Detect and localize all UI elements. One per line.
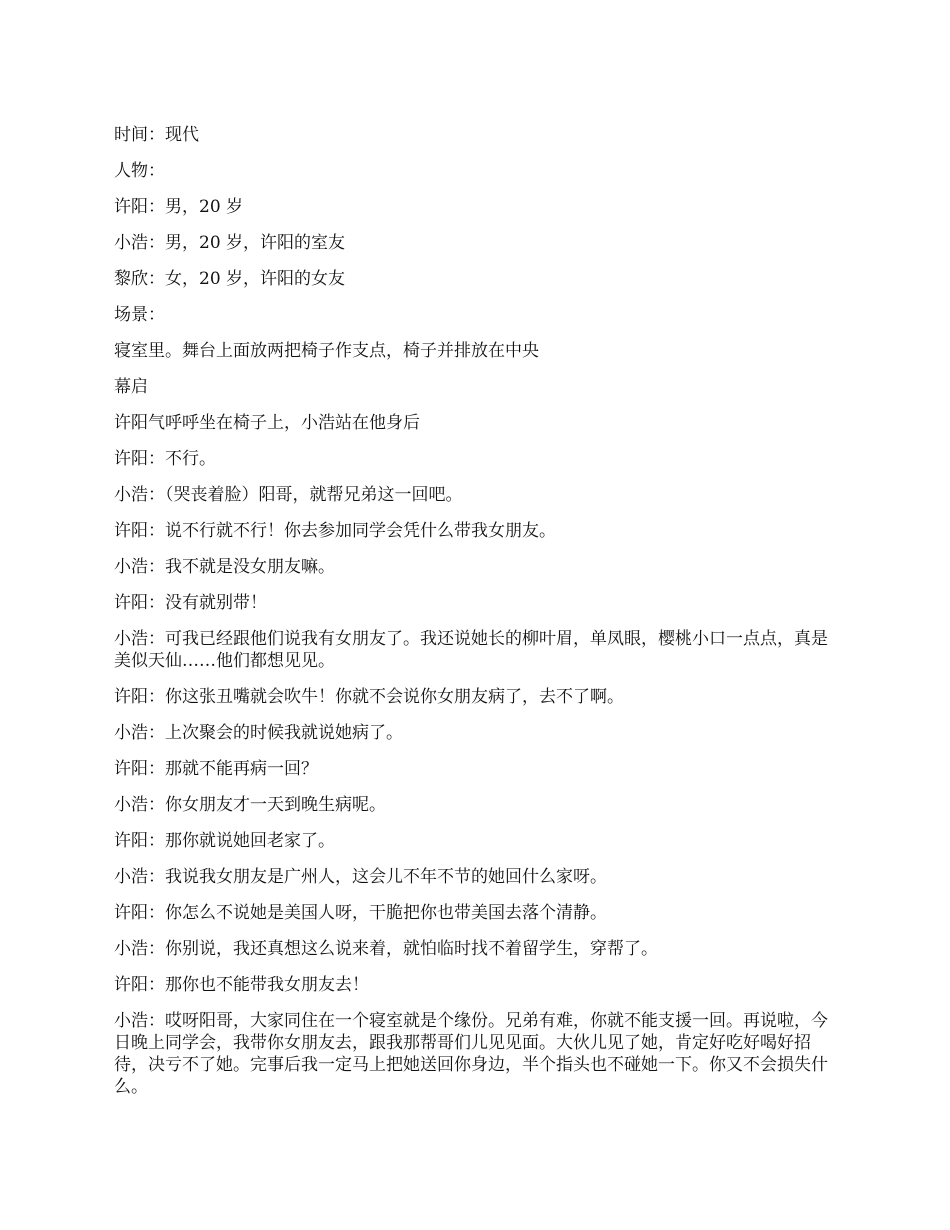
characters-heading: 人物： bbox=[114, 161, 165, 181]
dialogue-line: 许阳：那你就说她回老家了。 bbox=[114, 831, 335, 851]
dialogue-line: 小浩：（哭丧着脸）阳哥，就帮兄弟这一回吧。 bbox=[114, 485, 463, 505]
scene-description: 寝室里。舞台上面放两把椅子作支点，椅子并排放在中央 bbox=[114, 341, 539, 361]
dialogue-line: 小浩：我不就是没女朋友嘛。 bbox=[114, 557, 335, 577]
curtain-rise: 幕启 bbox=[114, 377, 148, 397]
time-line: 时间：现代 bbox=[114, 125, 199, 145]
script-text bbox=[114, 124, 838, 1112]
dialogue-line: 许阳：那你也不能带我女朋友去！ bbox=[114, 975, 369, 995]
character-lixin: 黎欣：女，20 岁，许阳的女友 bbox=[114, 269, 346, 289]
dialogue-line: 小浩：你女朋友才一天到晚生病呢。 bbox=[114, 795, 386, 815]
dialogue-line: 许阳：没有就别带！ bbox=[114, 593, 267, 613]
character-xuyang: 许阳：男，20 岁 bbox=[114, 197, 244, 217]
dialogue-line: 小浩：哎呀阳哥，大家同住在一个寝室就是个缘份。兄弟有难，你就不能支援一回。再说啦，今日晚上同学会，我带你女朋友去，跟我那帮哥们儿见见面。大伙儿见了她，肯定好吃好喝好招待，决亏不了她。完事后我一定马上把她送回你身边，半个指头也不碰她一下。你又不会损失什么。 bbox=[114, 1011, 828, 1097]
dialogue-line: 小浩：可我已经跟他们说我有女朋友了。我还说她长的柳叶眉，单凤眼，樱桃小口一点点，真是美似天仙……他们都想见见。 bbox=[114, 629, 828, 671]
stage-direction: 许阳气呼呼坐在椅子上，小浩站在他身后 bbox=[114, 413, 420, 433]
dialogue-line: 小浩：上次聚会的时候我就说她病了。 bbox=[114, 723, 403, 743]
dialogue-line: 许阳：那就不能再病一回？ bbox=[114, 759, 318, 779]
dialogue-line: 许阳：你怎么不说她是美国人呀，干脆把你也带美国去落个清静。 bbox=[114, 903, 607, 923]
dialogue-line: 小浩：我说我女朋友是广州人，这会儿不年不节的她回什么家呀。 bbox=[114, 867, 607, 887]
dialogue-line: 许阳：说不行就不行！你去参加同学会凭什么带我女朋友。 bbox=[114, 521, 556, 541]
dialogue-line: 小浩：你别说，我还真想这么说来着，就怕临时找不着留学生，穿帮了。 bbox=[114, 939, 658, 959]
dialogue-line: 许阳：不行。 bbox=[114, 449, 216, 469]
dialogue-line: 许阳：你这张丑嘴就会吹牛！你就不会说你女朋友病了，去不了啊。 bbox=[114, 687, 624, 707]
scene-heading: 场景： bbox=[114, 305, 165, 325]
character-xiaohao: 小浩：男，20 岁，许阳的室友 bbox=[114, 233, 346, 253]
